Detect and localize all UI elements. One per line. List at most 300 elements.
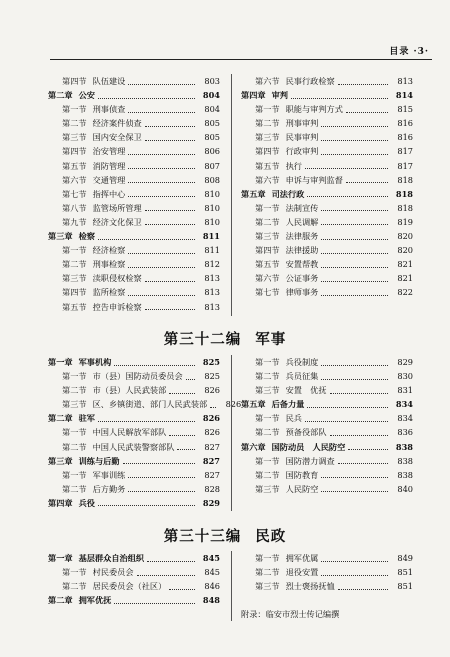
entry-title: 民兵 [285, 413, 302, 424]
entry-title: 安置帮教 [285, 259, 319, 270]
entry-page-number: 838 [397, 469, 413, 480]
part-heading [0, 525, 450, 546]
entry-title: 居民委员会（社区） [92, 581, 167, 592]
toc-section-entry [241, 468, 413, 482]
entry-label: 第一节 [255, 455, 280, 466]
toc-section-entry [241, 159, 413, 173]
toc-section-entry [241, 482, 413, 496]
entry-page-number: 822 [397, 287, 413, 298]
dot-leader [145, 210, 195, 211]
dot-leader [128, 253, 195, 254]
dot-leader [145, 309, 195, 310]
entry-page-number: 807 [204, 160, 220, 171]
toc-section-entry [48, 159, 220, 173]
dot-leader [177, 449, 195, 450]
entry-page-number: 845 [204, 567, 220, 578]
dot-leader [321, 575, 388, 576]
entry-page-number: 838 [395, 441, 413, 452]
toc-section-entry [241, 369, 413, 383]
entry-page-number: 821 [397, 259, 413, 270]
toc-chapter-entry [241, 440, 413, 454]
entry-title: 兵员征集 [285, 371, 319, 382]
dot-leader [330, 393, 388, 394]
toc-section-entry [48, 187, 220, 201]
dot-leader [321, 379, 388, 380]
entry-label: 第三节 [62, 273, 87, 284]
toc-column-right [241, 355, 413, 496]
entry-title: 驻军 [78, 413, 95, 424]
entry-label: 第五章 [241, 399, 266, 410]
toc-section-entry [241, 201, 413, 215]
entry-title: 消防管理 [92, 160, 126, 171]
entry-title: 市（县）国防动员委员会 [92, 371, 183, 382]
entry-title: 监所检察 [92, 287, 126, 298]
entry-label: 第七节 [62, 188, 87, 199]
dot-leader [128, 491, 195, 492]
entry-title: 经济案件侦查 [92, 118, 142, 129]
dot-leader [98, 505, 195, 506]
entry-page-number: 813 [204, 287, 220, 298]
entry-label: 第二节 [62, 118, 87, 129]
entry-title: 退役安置 [285, 567, 319, 578]
entry-label: 第五节 [255, 160, 280, 171]
entry-title: 基层群众自治组织 [78, 553, 145, 563]
toc-column-right [241, 74, 413, 300]
dot-leader [147, 561, 195, 562]
entry-label: 第四节 [62, 76, 87, 86]
dot-leader [128, 477, 195, 478]
entry-label: 第一章 [48, 357, 73, 367]
entry-title: 公证事务 [285, 273, 319, 284]
entry-title: 军事训练 [92, 469, 126, 480]
toc-section-entry [48, 425, 220, 439]
entry-title: 检察 [78, 231, 95, 242]
entry-title: 人民防空 [285, 483, 319, 494]
entry-label: 第一节 [62, 371, 87, 382]
toc-section-entry [48, 565, 220, 579]
toc-chapter-entry [48, 496, 220, 510]
toc-chapter-entry [241, 187, 413, 201]
toc-column-left [48, 551, 220, 607]
entry-page-number: 825 [202, 357, 220, 367]
entry-page-number: 827 [204, 441, 220, 452]
running-title: 目录 ·3· [389, 47, 429, 57]
entry-page-number: 828 [204, 483, 220, 494]
toc-section-entry [48, 271, 220, 285]
entry-label: 第八节 [62, 202, 87, 213]
entry-label: 第一节 [62, 245, 87, 256]
entry-title: 市（县）人民武装部 [92, 385, 167, 396]
entry-page-number: 826 [202, 413, 220, 424]
dot-leader [169, 589, 195, 590]
part-name: 民政 [255, 528, 287, 545]
entry-label: 第三章 [48, 455, 73, 466]
toc-section-entry [241, 243, 413, 257]
entry-label: 第一章 [48, 553, 73, 563]
entry-page-number: 818 [397, 202, 413, 213]
entry-page-number: 803 [204, 76, 220, 86]
toc-section-entry [48, 440, 220, 454]
entry-label: 第三节 [255, 483, 280, 494]
dot-leader [305, 421, 388, 422]
entry-title: 拥军优属 [285, 553, 319, 563]
entry-title: 国防教育 [285, 469, 319, 480]
entry-page-number: 834 [397, 413, 413, 424]
entry-label: 第二节 [255, 567, 280, 578]
entry-title: 指挥中心 [92, 188, 126, 199]
dot-leader [346, 182, 388, 183]
entry-page-number: 816 [397, 132, 413, 143]
entry-title: 后备力量 [271, 399, 305, 410]
entry-title: 预备役部队 [285, 427, 327, 438]
entry-title: 兵役 [78, 497, 95, 508]
entry-title: 队伍建设 [92, 76, 126, 86]
toc-section-entry [241, 411, 413, 425]
part-name: 军事 [255, 331, 287, 348]
dot-leader [128, 168, 195, 169]
entry-page-number: 811 [202, 231, 220, 242]
entry-label: 第一节 [255, 202, 280, 213]
entry-label: 第七节 [255, 287, 280, 298]
toc-section-entry [241, 271, 413, 285]
dot-leader [169, 435, 195, 436]
dot-leader [145, 224, 195, 225]
entry-title: 民事审判 [285, 132, 319, 143]
dot-leader [321, 154, 388, 155]
entry-page-number: 813 [397, 76, 413, 86]
entry-label: 第九节 [62, 216, 87, 227]
entry-label: 第六节 [255, 273, 280, 284]
toc-section-entry [241, 454, 413, 468]
entry-title: 训练与后勤 [78, 455, 120, 466]
entry-title: 人民调解 [285, 216, 319, 227]
toc-section-entry [48, 102, 220, 116]
entry-title: 监管场所管理 [92, 202, 142, 213]
entry-page-number: 805 [204, 118, 220, 129]
entry-label: 第四节 [255, 146, 280, 157]
entry-label: 第一节 [255, 104, 280, 115]
toc-section-entry [48, 482, 220, 496]
dot-leader [321, 491, 388, 492]
dot-leader [321, 239, 388, 240]
entry-title: 司法行政 [271, 188, 305, 199]
toc-section-entry [48, 144, 220, 158]
entry-label: 第一节 [62, 104, 87, 115]
entry-title: 治安管理 [92, 146, 126, 157]
entry-page-number: 810 [204, 188, 220, 199]
entry-label: 第三节 [255, 581, 280, 592]
dot-leader [321, 126, 388, 127]
entry-label: 第二节 [62, 483, 87, 494]
entry-page-number: 851 [397, 567, 413, 578]
entry-title: 国防动员 人民防空 [271, 441, 346, 452]
entry-page-number: 820 [397, 231, 413, 242]
entry-label: 第二节 [255, 427, 280, 438]
entry-title: 村民委员会 [92, 567, 134, 578]
toc-column-right [241, 551, 413, 593]
entry-title: 经济文化保卫 [92, 216, 142, 227]
toc-section-entry [241, 579, 413, 593]
dot-leader [128, 267, 195, 268]
entry-title: 渎职侵权检察 [92, 273, 142, 284]
entry-title: 拥军优抚 [78, 595, 112, 606]
toc-chapter-entry [48, 593, 220, 607]
entry-title: 法律服务 [285, 231, 319, 242]
dot-leader [307, 196, 388, 197]
toc-column-left [48, 355, 242, 510]
toc-section-entry [48, 579, 220, 593]
entry-page-number: 811 [204, 245, 220, 256]
dot-leader [348, 449, 388, 450]
entry-title: 公安 [78, 90, 95, 101]
entry-title: 国防潜力调查 [285, 455, 335, 466]
toc-section-entry [241, 257, 413, 271]
entry-label: 第二节 [62, 581, 87, 592]
entry-label: 第二章 [48, 595, 73, 606]
entry-page-number: 830 [397, 371, 413, 382]
entry-label: 第四章 [48, 497, 73, 508]
toc-chapter-entry [48, 355, 220, 369]
entry-title: 国内安全保卫 [92, 132, 142, 143]
entry-label: 第六节 [255, 76, 280, 86]
entry-label: 第三节 [255, 385, 280, 396]
entry-label: 第一节 [255, 357, 280, 367]
entry-title: 烈士褒扬抚恤 [285, 581, 335, 592]
page-header [0, 41, 450, 63]
entry-title: 区、乡镇街道、部门人民武装部 [92, 399, 208, 410]
part-number: 第三十三编 [163, 528, 242, 545]
entry-label: 第二节 [255, 118, 280, 129]
entry-label: 第六节 [255, 174, 280, 185]
dot-leader [123, 463, 195, 464]
dot-leader [321, 365, 388, 366]
dot-leader [321, 210, 388, 211]
dot-leader [321, 267, 388, 268]
dot-leader [128, 84, 195, 85]
entry-title: 刑事侦查 [92, 104, 126, 115]
dot-leader [186, 379, 195, 380]
entry-page-number: 845 [202, 553, 220, 563]
entry-label: 第三节 [62, 399, 87, 410]
entry-title: 安置 优抚 [285, 385, 327, 396]
entry-label: 第四节 [255, 245, 280, 256]
entry-title: 审判 [271, 90, 288, 101]
entry-page-number: 848 [202, 595, 220, 606]
dot-leader [128, 295, 195, 296]
dot-leader [305, 168, 388, 169]
entry-page-number: 820 [397, 245, 413, 256]
entry-page-number: 825 [204, 371, 220, 382]
entry-label: 第四节 [62, 287, 87, 298]
entry-title: 交通管理 [92, 174, 126, 185]
entry-label: 第二节 [255, 371, 280, 382]
entry-label: 第一节 [255, 413, 280, 424]
entry-page-number: 826 [204, 427, 220, 438]
dot-leader [145, 126, 195, 127]
entry-page-number: 804 [204, 104, 220, 115]
toc-section-entry [241, 565, 413, 579]
dot-leader [321, 281, 388, 282]
dot-leader [98, 98, 195, 99]
entry-title: 后方勤务 [92, 483, 126, 494]
toc-section-entry [241, 116, 413, 130]
dot-leader [128, 112, 195, 113]
entry-page-number: 816 [397, 118, 413, 129]
entry-page-number: 815 [397, 104, 413, 115]
entry-title: 职能与审判方式 [285, 104, 343, 115]
appendix-entry: 附录：临安市烈士传记编撰 [241, 609, 340, 619]
entry-page-number: 826 [204, 385, 220, 396]
toc-section-entry [48, 383, 220, 397]
column-divider [231, 355, 232, 511]
dot-leader [98, 239, 195, 240]
toc-section-entry [241, 383, 413, 397]
entry-label: 第五节 [255, 259, 280, 270]
part-heading [0, 328, 450, 349]
entry-page-number: 834 [395, 399, 413, 410]
entry-label: 第一节 [255, 553, 280, 563]
entry-title: 行政审判 [285, 146, 319, 157]
entry-title: 控告申诉检察 [92, 301, 142, 312]
dot-leader [169, 393, 195, 394]
entry-page-number: 808 [204, 174, 220, 185]
dot-leader [291, 98, 388, 99]
entry-page-number: 814 [395, 90, 413, 101]
entry-title: 中国人民武装警察部队 [92, 441, 175, 452]
toc-section-entry [48, 300, 220, 314]
header-rule [50, 59, 432, 60]
entry-title: 法律援助 [285, 245, 319, 256]
toc-section-entry [241, 215, 413, 229]
entry-title: 律师事务 [285, 287, 319, 298]
toc-column-left [48, 74, 220, 314]
dot-leader [321, 477, 388, 478]
dot-leader [321, 253, 388, 254]
dot-leader [210, 407, 216, 408]
entry-page-number: 827 [202, 455, 220, 466]
toc-section-entry [48, 397, 242, 411]
entry-page-number: 821 [397, 273, 413, 284]
column-divider [231, 74, 232, 316]
entry-page-number: 827 [204, 469, 220, 480]
entry-label: 第三节 [62, 132, 87, 143]
dot-leader [128, 154, 195, 155]
entry-title: 申诉与审判监督 [285, 174, 343, 185]
entry-page-number: 812 [204, 259, 220, 270]
entry-label: 第二节 [255, 469, 280, 480]
entry-page-number: 818 [397, 174, 413, 185]
entry-page-number: 831 [397, 385, 413, 396]
toc-section-entry [241, 425, 413, 439]
dot-leader [307, 407, 388, 408]
entry-label: 第四节 [62, 146, 87, 157]
dot-leader [145, 140, 195, 141]
toc-section-entry [48, 257, 220, 271]
dot-leader [145, 281, 195, 282]
toc-section-entry [48, 369, 220, 383]
entry-page-number: 846 [204, 581, 220, 592]
toc-section-entry [241, 355, 413, 369]
entry-label: 第六章 [241, 441, 266, 452]
dot-leader [98, 421, 195, 422]
entry-title: 执行 [285, 160, 302, 171]
toc-section-entry [241, 551, 413, 565]
toc-section-entry [48, 201, 220, 215]
toc-section-entry [241, 130, 413, 144]
toc-chapter-entry [241, 397, 413, 411]
entry-title: 军事机构 [78, 357, 112, 367]
entry-label: 第三节 [255, 231, 280, 242]
dot-leader [338, 589, 388, 590]
toc-section-entry [48, 468, 220, 482]
entry-label: 第六节 [62, 174, 87, 185]
toc-section-entry [48, 215, 220, 229]
toc-chapter-entry [48, 454, 220, 468]
entry-page-number: 804 [202, 90, 220, 101]
entry-title: 经济检察 [92, 245, 126, 256]
toc-chapter-entry [48, 551, 220, 565]
entry-label: 第二节 [62, 385, 87, 396]
entry-label: 第五节 [62, 301, 87, 312]
toc-chapter-entry [48, 411, 220, 425]
entry-label: 第三章 [48, 231, 73, 242]
entry-page-number: 838 [397, 455, 413, 466]
entry-label: 第四章 [241, 90, 266, 101]
part-number: 第三十二编 [163, 331, 242, 348]
toc-section-entry [48, 173, 220, 187]
entry-label: 第三节 [255, 132, 280, 143]
entry-page-number: 817 [397, 160, 413, 171]
entry-page-number: 819 [397, 216, 413, 227]
entry-page-number: 810 [204, 202, 220, 213]
dot-leader [114, 603, 195, 604]
dot-leader [321, 224, 388, 225]
toc-chapter-entry [48, 88, 220, 102]
dot-leader [137, 575, 195, 576]
dot-leader [338, 463, 388, 464]
entry-label: 第二节 [62, 259, 87, 270]
entry-label: 第一节 [62, 567, 87, 578]
entry-page-number: 851 [397, 581, 413, 592]
entry-page-number: 829 [202, 497, 220, 508]
entry-page-number: 818 [395, 188, 413, 199]
entry-page-number: 817 [397, 146, 413, 157]
entry-label: 第二节 [62, 441, 87, 452]
toc-section-entry [241, 285, 413, 299]
column-divider [231, 551, 232, 621]
dot-leader [114, 365, 195, 366]
entry-title: 中国人民解放军部队 [92, 427, 167, 438]
entry-label: 第五章 [241, 188, 266, 199]
entry-page-number: 810 [204, 216, 220, 227]
dot-leader [128, 196, 195, 197]
toc-chapter-entry [241, 88, 413, 102]
toc-section-entry [241, 74, 413, 88]
toc-section-entry [241, 229, 413, 243]
dot-leader [346, 112, 388, 113]
dot-leader [338, 84, 388, 85]
dot-leader [321, 561, 388, 562]
toc-section-entry [241, 102, 413, 116]
toc-section-entry [241, 173, 413, 187]
dot-leader [321, 140, 388, 141]
entry-page-number: 805 [204, 132, 220, 143]
entry-page-number: 826 [225, 399, 242, 410]
toc-section-entry [241, 144, 413, 158]
entry-label: 第五节 [62, 160, 87, 171]
entry-page-number: 806 [204, 146, 220, 157]
toc-section-entry [48, 243, 220, 257]
